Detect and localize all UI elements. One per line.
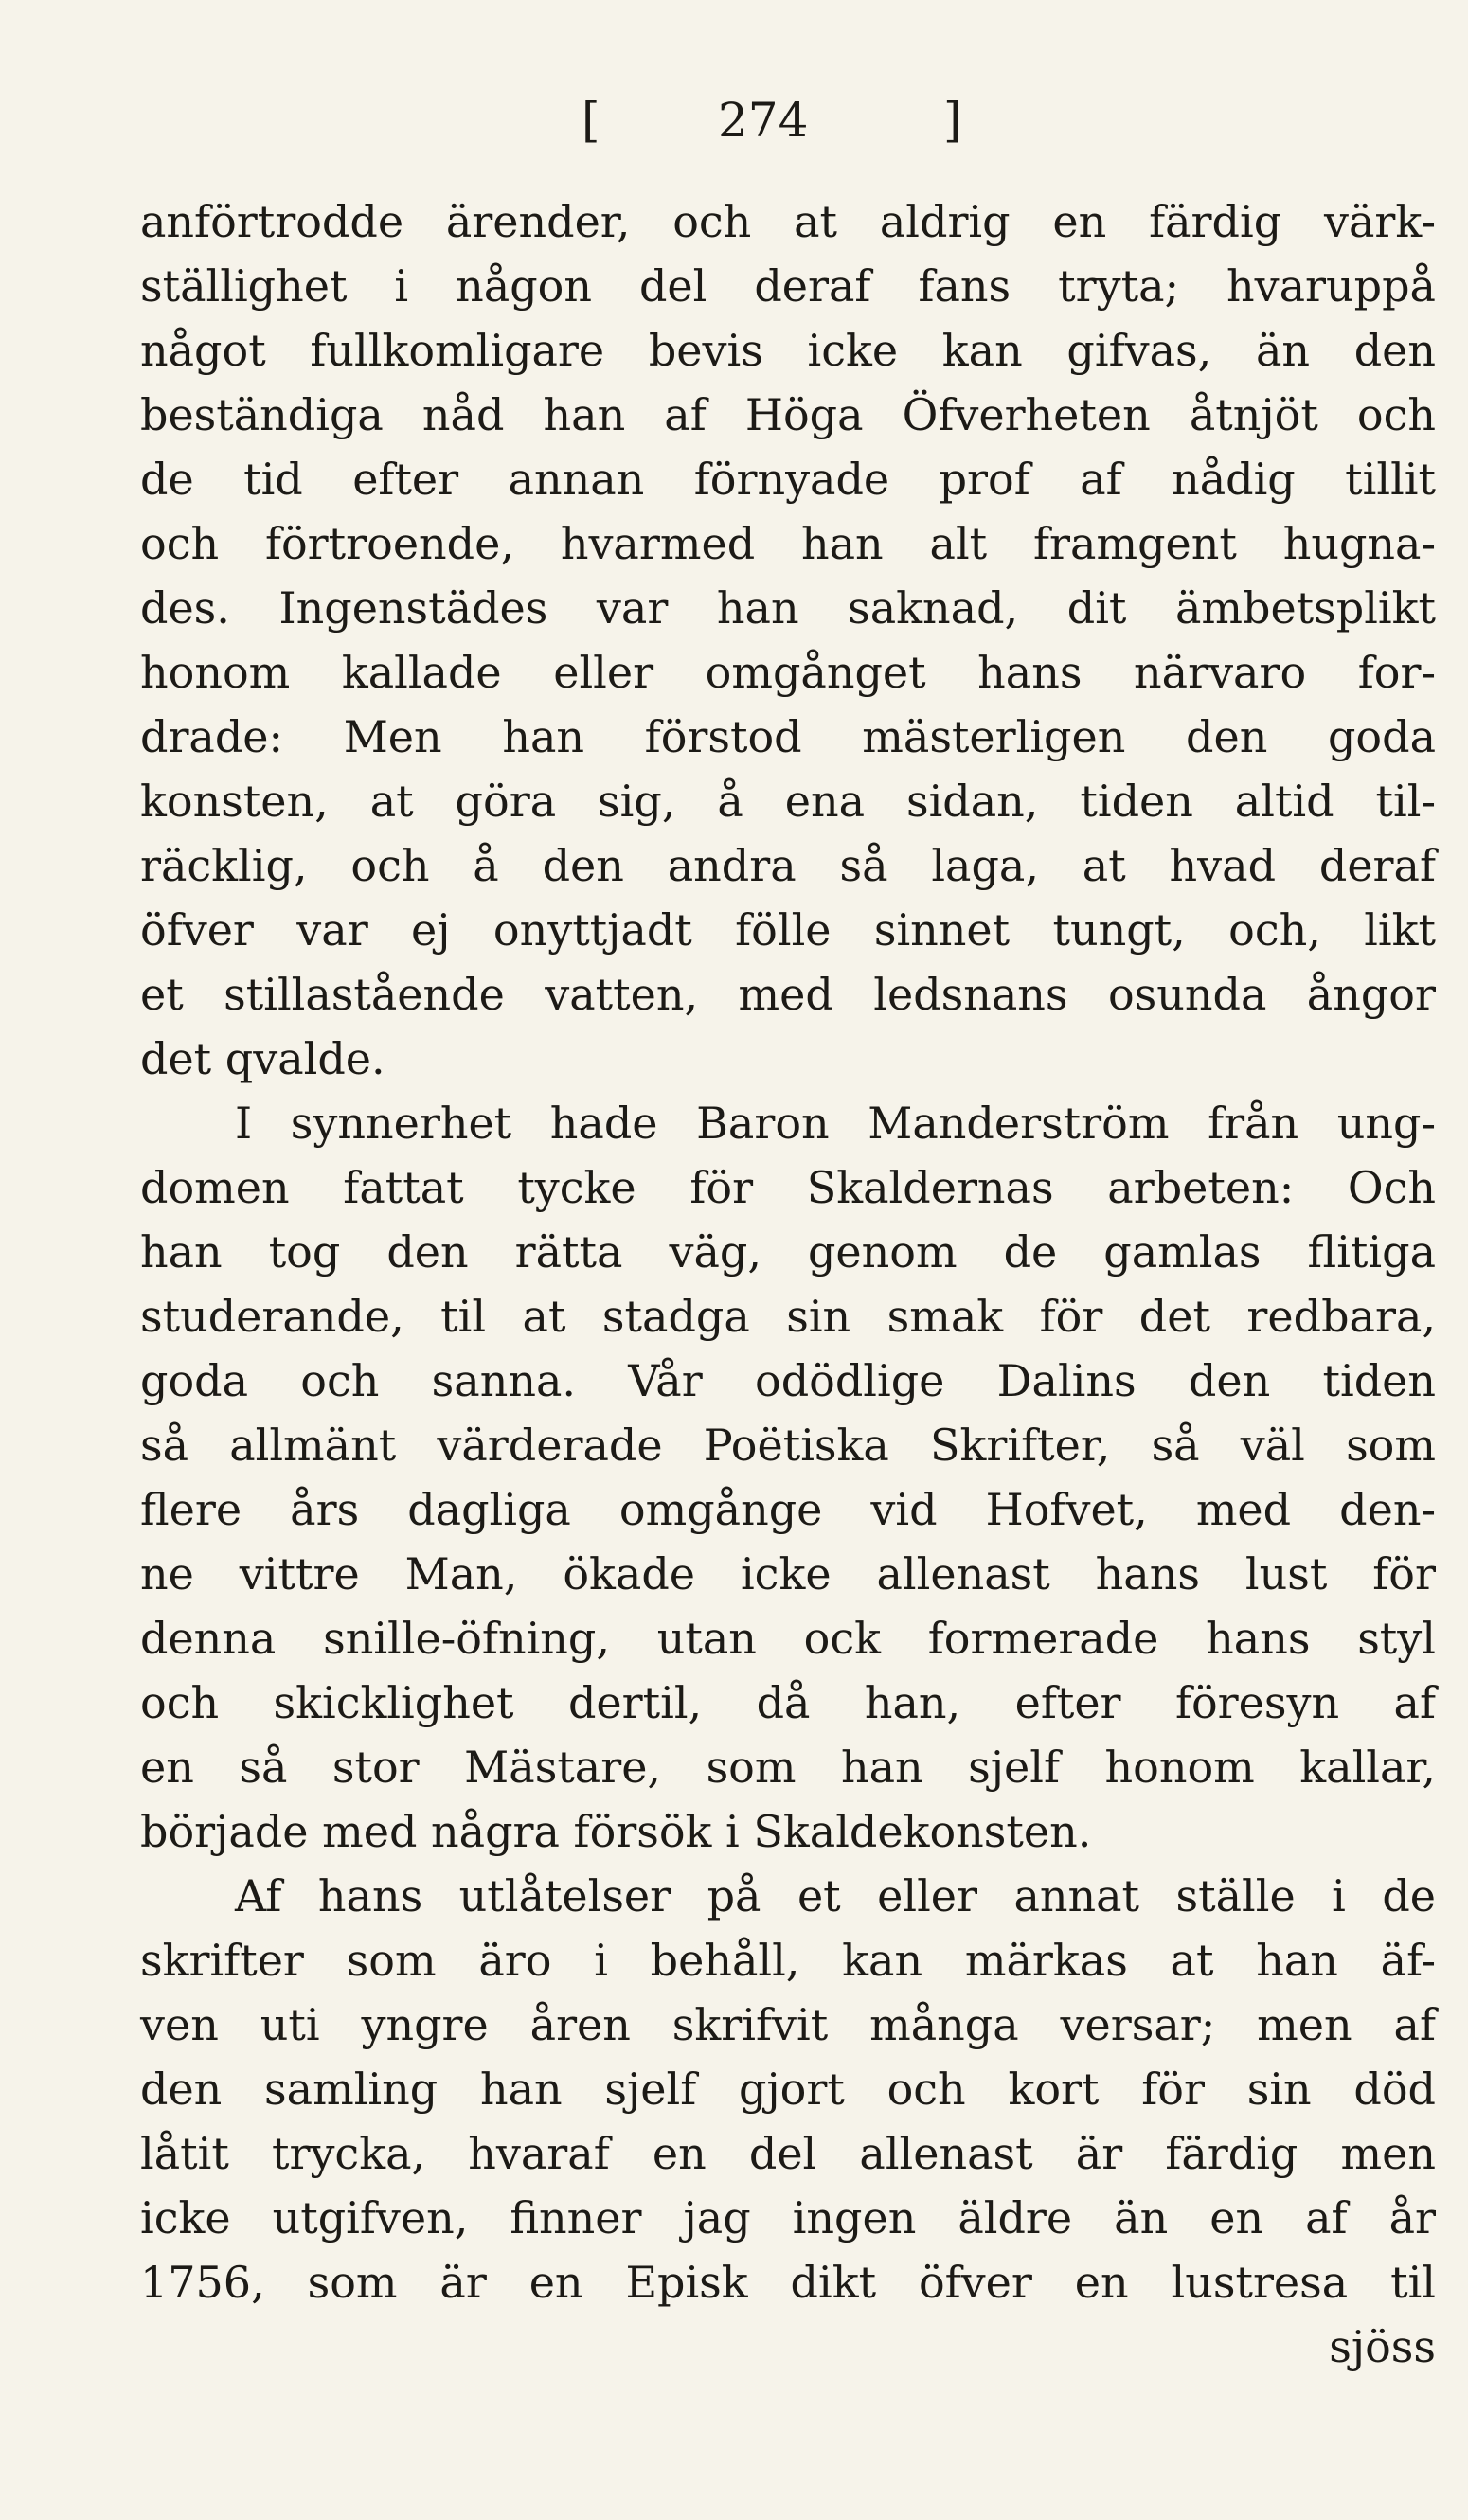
text-line: denna snille-öfning, utan ock formerade hans styl <box>140 1613 1436 1664</box>
text-line: 1756, som är en Episk dikt öfver en lustresa til <box>140 2257 1436 2308</box>
page-header <box>0 87 1468 153</box>
text-line: domen fattat tycke för Skaldernas arbeten: Och <box>140 1162 1436 1213</box>
text-line: et stillastående vatten, med ledsnans osunda ångor <box>140 969 1436 1020</box>
text-line: så allmänt värderade Poëtiska Skrifter, så väl som <box>140 1420 1436 1471</box>
text-line: och förtroende, hvarmed han alt framgent hugna- <box>140 518 1436 569</box>
text-line: började med några försök i Skaldekonsten. <box>140 1806 1092 1857</box>
text-line: anförtrodde ärender, och at aldrig en färdig värk- <box>140 196 1436 247</box>
text-line: det qvalde. <box>140 1033 385 1084</box>
body-text <box>140 189 1436 2379</box>
header-bracket-right: ] <box>943 93 962 148</box>
text-line: de tid efter annan förnyade prof af nådig tillit <box>140 454 1436 505</box>
text-line: den samling han sjelf gjort och kort för sin död <box>140 2064 1436 2115</box>
text-line: något fullkomligare bevis icke kan gifvas, än den <box>140 325 1436 376</box>
text-line: ven uti yngre åren skrifvit många versar; men af <box>140 1999 1436 2050</box>
text-line: drade: Men han förstod mästerligen den goda <box>140 711 1436 762</box>
text-line: och skicklighet dertil, då han, efter föresyn af <box>140 1677 1436 1728</box>
text-line: goda och sanna. Vår odödlige Dalins den tiden <box>140 1355 1436 1406</box>
text-line: flere års dagliga omgånge vid Hofvet, med den- <box>140 1484 1436 1535</box>
header-bracket-left: [ <box>582 93 600 148</box>
text-line: konsten, at göra sig, å ena sidan, tiden altid til- <box>140 776 1436 827</box>
text-line: Af hans utlåtelser på et eller annat ställe i de <box>235 1870 1436 1921</box>
text-line: ne vittre Man, ökade icke allenast hans lust för <box>140 1548 1436 1600</box>
text-line: honom kallade eller omgånget hans närvaro for- <box>140 647 1436 698</box>
text-line: låtit trycka, hvaraf en del allenast är färdig men <box>140 2128 1436 2179</box>
text-line: sjöss <box>1329 2321 1436 2372</box>
text-line: ställighet i någon del deraf fans tryta; hvaruppå <box>140 260 1436 312</box>
text-line: icke utgifven, finner jag ingen äldre än en af år <box>140 2192 1436 2243</box>
text-line: räcklig, och å den andra så laga, at hvad deraf <box>140 840 1436 891</box>
text-line: beständiga nåd han af Höga Öfverheten åtnjöt och <box>140 389 1436 440</box>
text-line: öfver var ej onyttjadt fölle sinnet tungt, och, likt <box>140 904 1436 956</box>
text-line: skrifter som äro i behåll, kan märkas at han äf- <box>140 1935 1436 1986</box>
text-line: han tog den rätta väg, genom de gamlas flitiga <box>140 1226 1436 1278</box>
text-line: studerande, til at stadga sin smak för det redbara, <box>140 1291 1436 1342</box>
page-number: 274 <box>718 93 809 148</box>
text-line: des. Ingenstädes var han saknad, dit ämbetsplikt <box>140 582 1436 634</box>
text-line: I synnerhet hade Baron Manderström från ung- <box>235 1098 1436 1149</box>
text-line: en så stor Mästare, som han sjelf honom kallar, <box>140 1742 1436 1793</box>
